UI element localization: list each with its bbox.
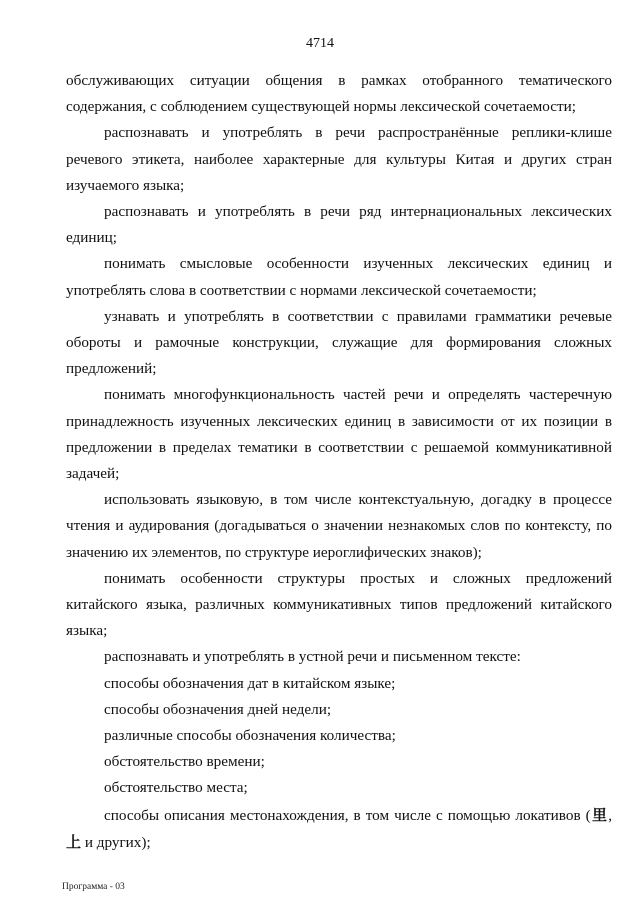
- locatives-separator: ,: [608, 806, 612, 824]
- locatives-text-after: и других);: [81, 833, 151, 851]
- paragraph: обстоятельство времени;: [104, 753, 265, 771]
- document-body: [66, 68, 612, 856]
- paragraph: способы обозначения дней недели;: [104, 700, 332, 718]
- paragraph: распознавать и употреблять в речи распространённые реплики-клише речевого этикета, наиболее характерные для культуры Китая и других стран изучаемого языка;: [66, 124, 612, 194]
- paragraph: узнавать и употреблять в соответствии с правилами грамматики речевые обороты и рамочные конструкции, служащие для формирования сложных предложений;: [66, 307, 612, 378]
- paragraph: распознавать и употреблять в устной речи и письменном тексте:: [104, 648, 521, 666]
- paragraph: обстоятельство места;: [104, 779, 248, 797]
- paragraph-locatives: [66, 802, 612, 856]
- paragraph: понимать многофункциональность частей речи и определять частеречную принадлежность изученных лексических единиц в зависимости от их позиции в предложении в пределах тематики в соответствии с решаемой коммуникативной задачей;: [66, 386, 612, 483]
- footer-label: Программа - 03: [62, 882, 125, 892]
- paragraph: понимать особенности структуры простых и сложных предложений китайского языка, различных коммуникативных типов предложений китайского языка;: [66, 569, 612, 640]
- paragraph: способы обозначения дат в китайском языке;: [104, 674, 396, 692]
- paragraph: распознавать и употреблять в речи ряд интернациональных лексических единиц;: [66, 203, 612, 247]
- paragraph: понимать смысловые особенности изученных лексических единиц и употреблять слова в соответствии с нормами лексической сочетаемости;: [66, 255, 612, 299]
- paragraph: использовать языковую, в том числе контекстуальную, догадку в процессе чтения и аудирования (догадываться о значении незнакомых слов по контексту, по значению их элементов, по структуре иероглифических знаков);: [66, 491, 612, 561]
- paragraph: различные способы обозначения количества;: [104, 727, 396, 745]
- locatives-text-before: способы описания местонахождения, в том числе с помощью локативов (: [104, 806, 591, 824]
- hanzi-li: 里: [590, 805, 609, 824]
- hanzi-shang: 上: [66, 832, 82, 851]
- paragraph: обслуживающих ситуации общения в рамках отобранного тематического содержания, с соблюдением существующей нормы лексической сочетаемости;: [66, 72, 612, 116]
- page-number: 4714: [306, 36, 334, 51]
